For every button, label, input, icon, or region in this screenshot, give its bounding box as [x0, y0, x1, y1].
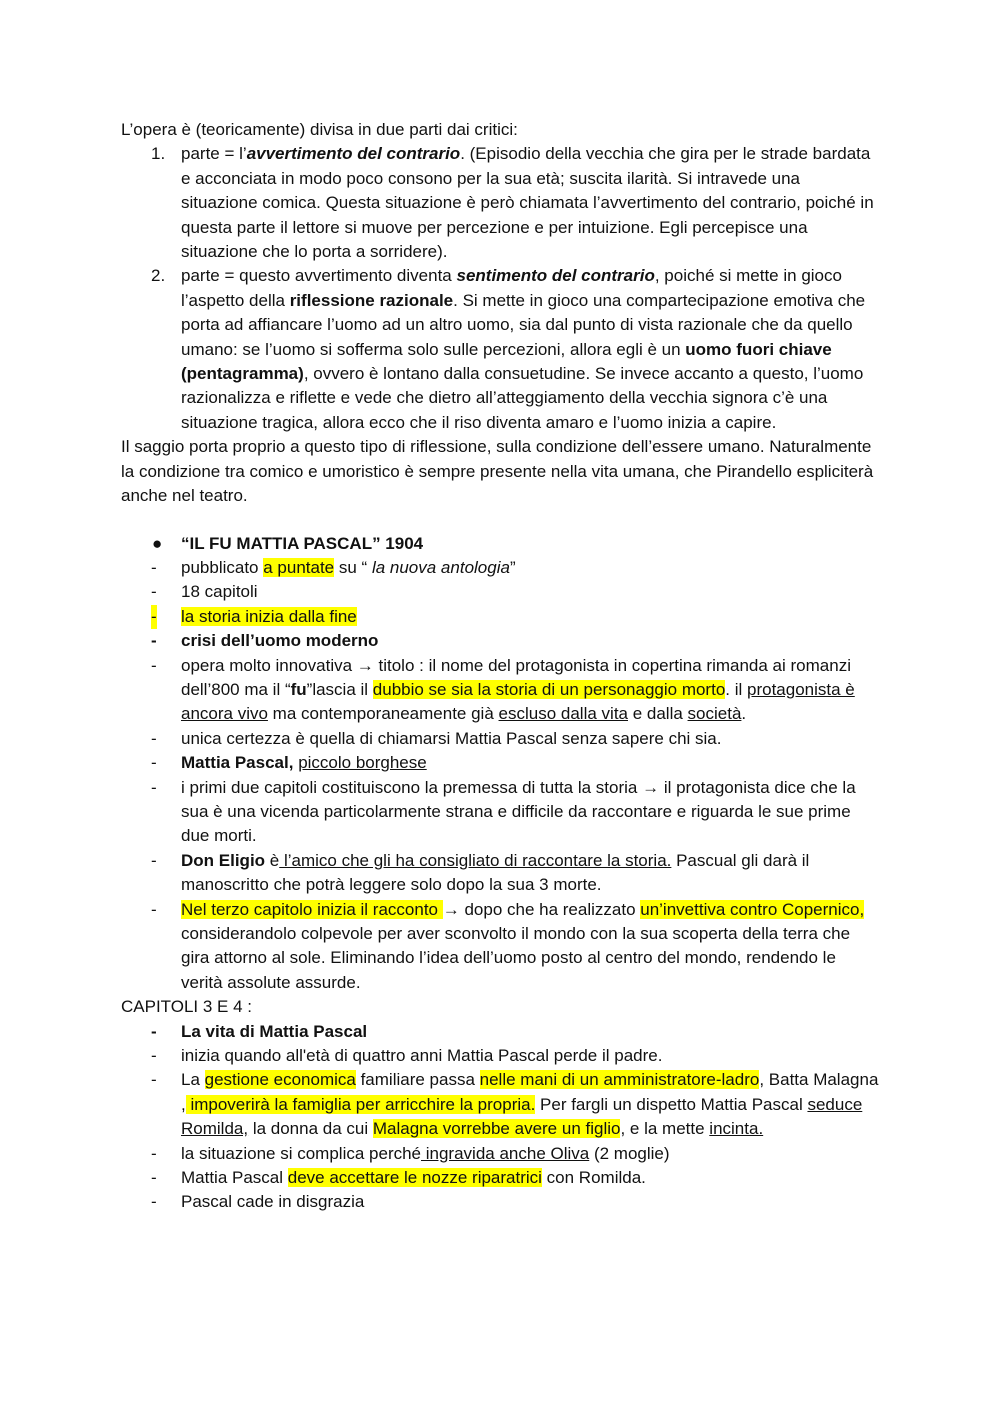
- list-item: - opera molto innovativa → titolo : il nome del protagonista in copertina rimanda ai romanzi dell’800 ma il “fu”lascia il dubbio se sia la storia di un personaggio morto. il protagonista è ancora vivo ma contemporaneamente già escluso dalla vita e dalla società.: [151, 655, 855, 724]
- dash-marker: -: [151, 850, 157, 870]
- dash-marker: -: [151, 753, 157, 773]
- list-item: - inizia quando all'età di quattro anni Mattia Pascal perde il padre.: [121, 1044, 881, 1068]
- dash-marker: -: [151, 631, 157, 651]
- list-item: - 18 capitoli: [121, 580, 881, 604]
- list-item: - crisi dell’uomo moderno: [121, 629, 881, 653]
- list-item: - La vita di Mattia Pascal: [121, 1020, 881, 1044]
- dash-marker: -: [151, 1192, 157, 1212]
- chapters-heading: CAPITOLI 3 E 4 :: [121, 997, 253, 1017]
- list-item: - Mattia Pascal deve accettare le nozze riparatrici con Romilda.: [121, 1166, 881, 1190]
- dash-marker: -: [151, 899, 157, 919]
- dash-marker: -: [151, 1143, 157, 1163]
- closing-paragraph: Il saggio porta proprio a questo tipo di riflessione, sulla condizione dell’essere umano. Naturalmente la condizione tra comico e umoristico è sempre presente nella vita umana, che Pirandello espliciterà anche nel teatro.: [121, 437, 874, 506]
- list-item: - La gestione economica familiare passa nelle mani di un amministratore-ladro, Batta Malagna , impoverirà la famiglia per arricchire la propria. Per fargli un dispetto Mattia Pascal seduce Romilda, la donna da cui Malagna vorrebbe avere un figlio, e la mette incinta.: [151, 1070, 879, 1139]
- list-item: - i primi due capitoli costituiscono la premessa di tutta la storia → il protagonista dice che la sua è una vicenda particolarmente strana e difficile da raccontare e riguarda le sue prime due morti.: [151, 777, 856, 846]
- list-item: - Nel terzo capitolo inizia il racconto → dopo che ha realizzato un’invettiva contro Copernico, considerandolo colpevole per aver sconvolto il mondo con la sua scoperta della terra che gira attorno al sole. Eliminando l’idea dell’uomo posto al centro del mondo, rendendo le verità assolute assurde.: [151, 899, 865, 992]
- item-number: 2.: [151, 266, 166, 286]
- dash-marker: -: [151, 605, 157, 629]
- numbered-item-1: 1. parte = l’avvertimento del contrario. (Episodio della vecchia che gira per le strade bardata e acconciata in modo poco consono per la sua età; suscita ilarità. Si intravede una situazione comica. Questa situazione è però chiamata l’avvertimento del contrario, poiché in questa parte il lettore si muove per percezione e per intuizione. Egli percepisce una situazione che lo porta a sorridere).: [151, 144, 874, 262]
- item-number: 1.: [151, 144, 166, 164]
- page-content: [121, 118, 881, 1215]
- numbered-item-2: 2. parte = questo avvertimento diventa sentimento del contrario, poiché si mette in gioco l’aspetto della riflessione razionale. Si mette in gioco una compartecipazione emotiva che porta ad affiancare l’uomo ad un altro uomo, sia dal punto di vista razionale che da quello umano: se l’uomo si sofferma solo sulle percezioni, allora egli è un uomo fuori chiave (pentagramma), ovvero è lontano dalla consuetudine. Se invece accanto a questo, l’uomo razionalizza e riflette e vede che dietro all’atteggiamento della vecchia signora c’è una situazione tragica, allora ecco che il riso diventa amaro e l’uomo inizia a capire.: [151, 266, 866, 432]
- dash-marker: -: [151, 1046, 157, 1066]
- list-item: - unica certezza è quella di chiamarsi Mattia Pascal senza sapere chi sia.: [121, 727, 881, 751]
- novel-heading: ● “IL FU MATTIA PASCAL” 1904: [121, 532, 881, 556]
- dash-marker: -: [151, 1070, 157, 1090]
- dash-marker: -: [151, 557, 157, 577]
- dash-marker: -: [151, 777, 157, 797]
- dash-marker: -: [151, 1168, 157, 1188]
- dash-marker: -: [151, 655, 157, 675]
- dash-marker: -: [151, 1021, 157, 1041]
- spacer: [121, 509, 881, 532]
- list-item: - la situazione si complica perché ingravida anche Oliva (2 moglie): [121, 1142, 881, 1166]
- bullet-icon: ●: [152, 533, 163, 553]
- dash-marker: -: [151, 728, 157, 748]
- intro-line: L’opera è (teoricamente) divisa in due parti dai critici:: [121, 120, 518, 139]
- list-item: - pubblicato a puntate su “ la nuova antologia”: [121, 556, 881, 580]
- list-item: - la storia inizia dalla fine: [121, 605, 881, 629]
- list-item: - Pascal cade in disgrazia: [121, 1190, 881, 1214]
- list-item: - Mattia Pascal, piccolo borghese: [121, 751, 881, 775]
- list-item: - Don Eligio è l’amico che gli ha consigliato di raccontare la storia. Pascual gli darà il manoscritto che potrà leggere solo dopo la sua 3 morte.: [151, 850, 810, 895]
- dash-marker: -: [151, 582, 157, 602]
